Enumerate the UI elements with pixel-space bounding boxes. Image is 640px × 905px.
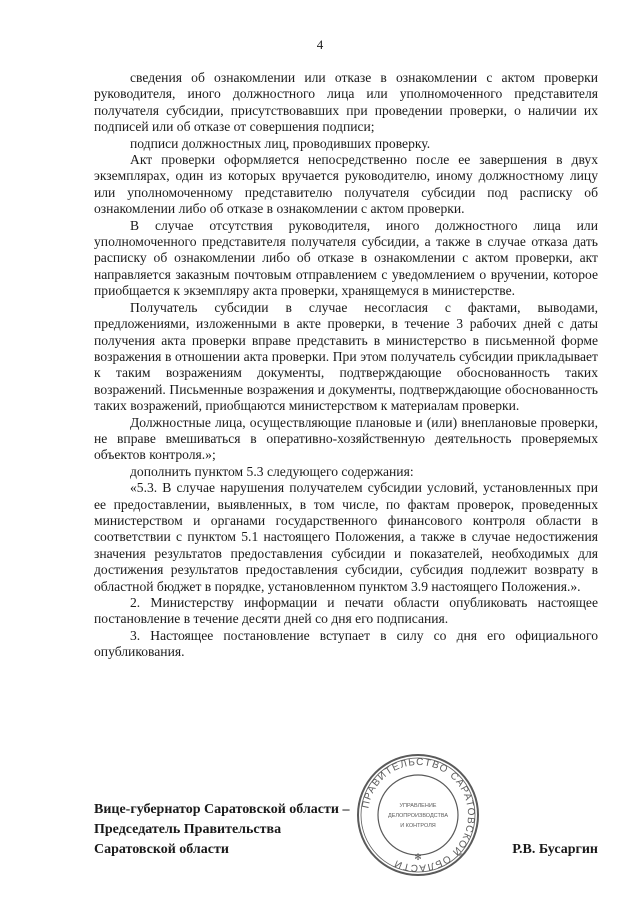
paragraph: Должностные лица, осуществляющие плановые и (или) внеплановые проверки, не вправе вмешиваться в оперативно-хозяйственную деятельность проверяемых объектов контроля.»; (94, 414, 598, 463)
star-icon: ✻ (414, 852, 422, 862)
seal-inner-text: И КОНТРОЛЯ (400, 823, 436, 829)
paragraph: Акт проверки оформляется непосредственно после ее завершения в двух экземплярах, один из которых вручается руководителю, иному должностному лицу или уполномоченному представителю получателя субсидии под расписку об ознакомлении либо об отказе в ознакомлении с актом проверки. (94, 152, 598, 217)
official-seal (355, 752, 481, 878)
paragraph: «5.3. В случае нарушения получателем субсидии условий, установленных при ее предоставлении, выявленных, в том числе, по фактам проверок, проведенных министерством и органами государственного финансового контроля области в соответствии с пунктом 5.1 настоящего Положения, а также в случае недостижения значения результатов предоставления субсидии и показателей, необходимых для достижения результатов предоставления субсидии, субсидия подлежит возврату в областной бюджет в порядке, установленном пунктом 3.9 настоящего Положения.». (94, 480, 598, 594)
page-number: 4 (316, 37, 324, 52)
signatory-name: Р.В. Бусаргин (512, 842, 598, 857)
paragraph: сведения об ознакомлении или отказе в ознакомлении с актом проверки руководителя, иного должностного лица или уполномоченного представителя получателя субсидии, присутствовавших при проведении проверки, о наличии их подписей или об отказе от совершения подписи; (94, 70, 598, 135)
signature-block (94, 800, 598, 860)
paragraph: В случае отсутствия руководителя, иного должностного лица или уполномоченного представителя получателя субсидии, а также в случае отказа дать расписку об ознакомлении либо об отказе в ознакомлении с актом проверки, акт направляется заказным почтовым отправлением с уведомлением о вручении, которое приобщается к экземпляру акта проверки, хранящемуся в министерстве. (94, 217, 598, 299)
seal-inner-text: ДЕЛОПРОИЗВОДСТВА (387, 813, 449, 819)
paragraph: дополнить пунктом 5.3 следующего содержания: (130, 463, 414, 479)
seal-inner-text: УПРАВЛЕНИЕ (399, 803, 437, 809)
seal-outer-text: ПРАВИТЕЛЬСТВО САРАТОВСКОЙ ОБЛАСТИ (360, 756, 477, 874)
paragraph: 2. Министерству информации и печати области опубликовать настоящее постановление в течение десяти дней со дня его подписания. (94, 595, 598, 627)
paragraph: Получатель субсидии в случае несогласия с фактами, выводами, предложениями, изложенными в акте проверки, в течение 3 рабочих дней с даты получения акта проверки вправе представить в министерство в письменной форме возражения в отношении акта проверки. При этом получатель субсидии прикладывает к таким возражениям документы, подтверждающие обоснованность таких возражений. Письменные возражения и документы, подтверждающие обоснованность таких возражений, приобщаются министерством к материалам проверки. (94, 299, 598, 414)
signatory-title-line: Председатель Правительства (94, 822, 282, 837)
signatory-title-line: Саратовской области (94, 842, 229, 857)
paragraph: 3. Настоящее постановление вступает в силу со дня его официального опубликования. (94, 627, 598, 660)
document-body (94, 70, 598, 661)
signatory-title-line: Вице-губернатор Саратовской области – (94, 802, 350, 817)
paragraph: подписи должностных лиц, проводивших проверку. (130, 135, 431, 151)
